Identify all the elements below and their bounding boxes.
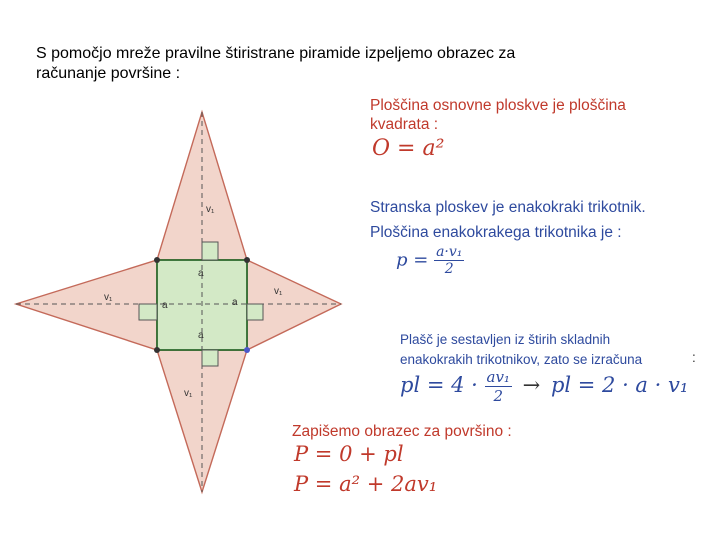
- intro-line-1: S pomočjo mreže pravilne štiristrane piramide izpeljemo obrazec za: [36, 45, 516, 62]
- surface-formula-2: P = a² + 2av₁: [294, 472, 438, 496]
- label-v1-right: v₁: [274, 286, 283, 297]
- triangle-area-lhs: p =: [396, 249, 429, 271]
- right-angle-marker-left: [139, 304, 157, 320]
- triangle-area-numerator: a·v₁: [436, 244, 463, 260]
- triangle-area-formula: [396, 244, 464, 277]
- triangle-area-fraction: [434, 244, 464, 277]
- vertex-top-left: [154, 257, 160, 263]
- lateral-line-2: [400, 350, 642, 370]
- left-triangle: [16, 260, 157, 350]
- label-v1-top: v₁: [206, 204, 215, 215]
- lateral-numerator: av₁: [486, 368, 510, 386]
- label-v1-bottom: v₁: [184, 388, 193, 399]
- vertex-bottom-left: [154, 347, 160, 353]
- lateral-text: [400, 330, 642, 370]
- right-angle-marker-right: [247, 304, 263, 320]
- lateral-rhs: pl = 2 · a · v₁: [550, 373, 689, 397]
- right-angle-marker-bottom: [202, 350, 218, 366]
- label-a-left: a: [162, 300, 168, 311]
- side-face-line-2: Ploščina enakokrakega trikotnika je :: [370, 224, 622, 241]
- lateral-line-1: Plašč je sestavljen iz štirih skladnih: [400, 332, 611, 347]
- lateral-fraction: [485, 368, 512, 405]
- label-a-bottom: a: [198, 330, 204, 341]
- side-face-line-1: Stranska ploskev je enakokraki trikotnik.: [370, 199, 646, 216]
- surface-formula-1: P = 0 + pl: [294, 442, 404, 466]
- lateral-denominator: 2: [493, 387, 503, 405]
- base-area-text: [370, 96, 626, 134]
- lateral-formula: [400, 368, 688, 405]
- label-a-right: a: [232, 297, 238, 308]
- intro-line-2: računanje površine :: [36, 65, 181, 82]
- lateral-colon: :: [692, 350, 696, 365]
- base-area-line-1: Ploščina osnovne ploskve je ploščina: [370, 97, 626, 114]
- surface-heading: Zapišemo obrazec za površino :: [292, 423, 512, 440]
- side-face-text: [370, 198, 646, 242]
- label-v1-left: v₁: [104, 292, 113, 303]
- arrow-icon: →: [522, 373, 541, 397]
- base-area-line-2: kvadrata :: [370, 116, 439, 133]
- base-area-formula: O = a²: [372, 136, 445, 161]
- vertex-top-right: [244, 257, 250, 263]
- vertex-bottom-right: [244, 347, 250, 353]
- intro-text: [36, 44, 636, 84]
- triangle-area-denominator: 2: [444, 261, 454, 277]
- right-angle-marker-top: [202, 242, 218, 260]
- lateral-lhs: pl = 4 ·: [400, 373, 478, 397]
- lateral-line-2-text: enakokrakih trikotnikov, zato se izračuna: [400, 352, 643, 367]
- label-a-top: a: [198, 268, 204, 279]
